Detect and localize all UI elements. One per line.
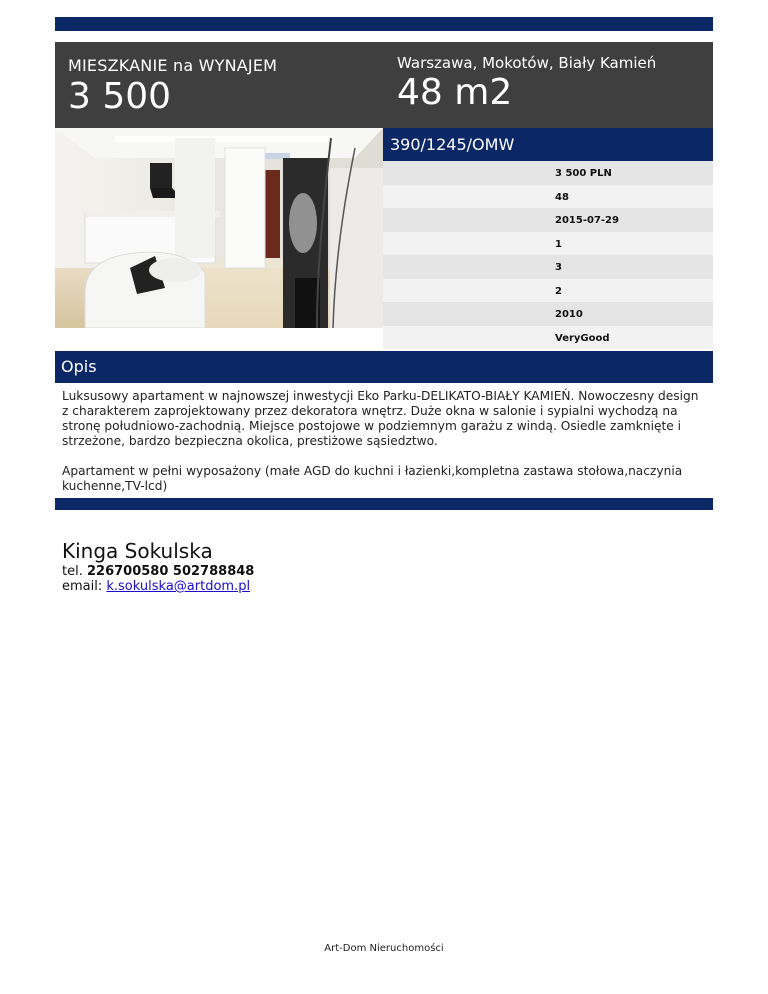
agent-email-link[interactable]: k.sokulska@artdom.pl [106, 579, 251, 594]
apartment-photo [55, 128, 383, 328]
spec-value: 1 [555, 238, 562, 250]
agent-email-line [62, 579, 254, 594]
agent-name: Kinga Sokulska [62, 539, 213, 563]
agent-contact [62, 538, 254, 594]
listing-location: Warszawa, Mokotów, Biały Kamień [397, 54, 657, 72]
phone-label: tel. [62, 564, 83, 579]
spec-value: 48 [555, 191, 569, 203]
listing-type: MIESZKANIE na WYNAJEM [68, 56, 278, 75]
spec-value: 3 [555, 262, 562, 273]
spec-value: VeryGood [555, 332, 610, 344]
email-label: email: [62, 579, 103, 594]
spec-row-year [383, 302, 713, 326]
listing-area: 48 m2 [397, 72, 513, 113]
description-paragraph: Apartament w pełni wyposażony (małe AGD do kuchni i łazienki,kompletna zastawa stołowa,naczynia kuchenne,TV-lcd) [62, 464, 683, 493]
spec-value: 2015-07-29 [555, 215, 619, 226]
spec-row-6 [383, 279, 713, 303]
spec-row-price [383, 161, 713, 185]
description-paragraph: Luksusowy apartament w najnowszej inwestycji Eko Parku-DELIKATO-BIAŁY KAMIEŃ. Nowoczesny design z charakterem zaprojektowany przez dekoratora wnętrz. Duże okna w salonie i sypialni wychodzą na stronę południowo-zachodnią. Miejsce postojowe w podziemnym garażu z windą. Osiedle zamknięte i strzeżone, bardzo bezpieczna okolica, prestiżowe sąsiedztwo. [62, 389, 699, 448]
spec-row-condition [383, 326, 713, 350]
agent-phone: 226700580 502788848 [86, 564, 255, 579]
top-bar [55, 17, 713, 31]
bottom-bar [55, 498, 713, 510]
listing-price: 3 500 [68, 76, 172, 117]
apartment-photo-image [55, 128, 383, 328]
spec-row-4 [383, 232, 713, 256]
reference-number: 390/1245/OMW [383, 128, 713, 161]
description-text [62, 389, 702, 509]
agent-phone-line [62, 564, 254, 579]
spec-row-5 [383, 255, 713, 279]
listing-header [55, 42, 713, 128]
spec-value: 2010 [555, 309, 583, 320]
specs-table [383, 161, 713, 349]
spec-row-area [383, 185, 713, 209]
spec-row-date [383, 208, 713, 232]
footer-company: Art-Dom Nieruchomości [324, 943, 444, 954]
description-heading: Opis [55, 351, 713, 383]
spec-value: 2 [555, 285, 562, 297]
spec-value: 3 500 PLN [555, 168, 612, 179]
